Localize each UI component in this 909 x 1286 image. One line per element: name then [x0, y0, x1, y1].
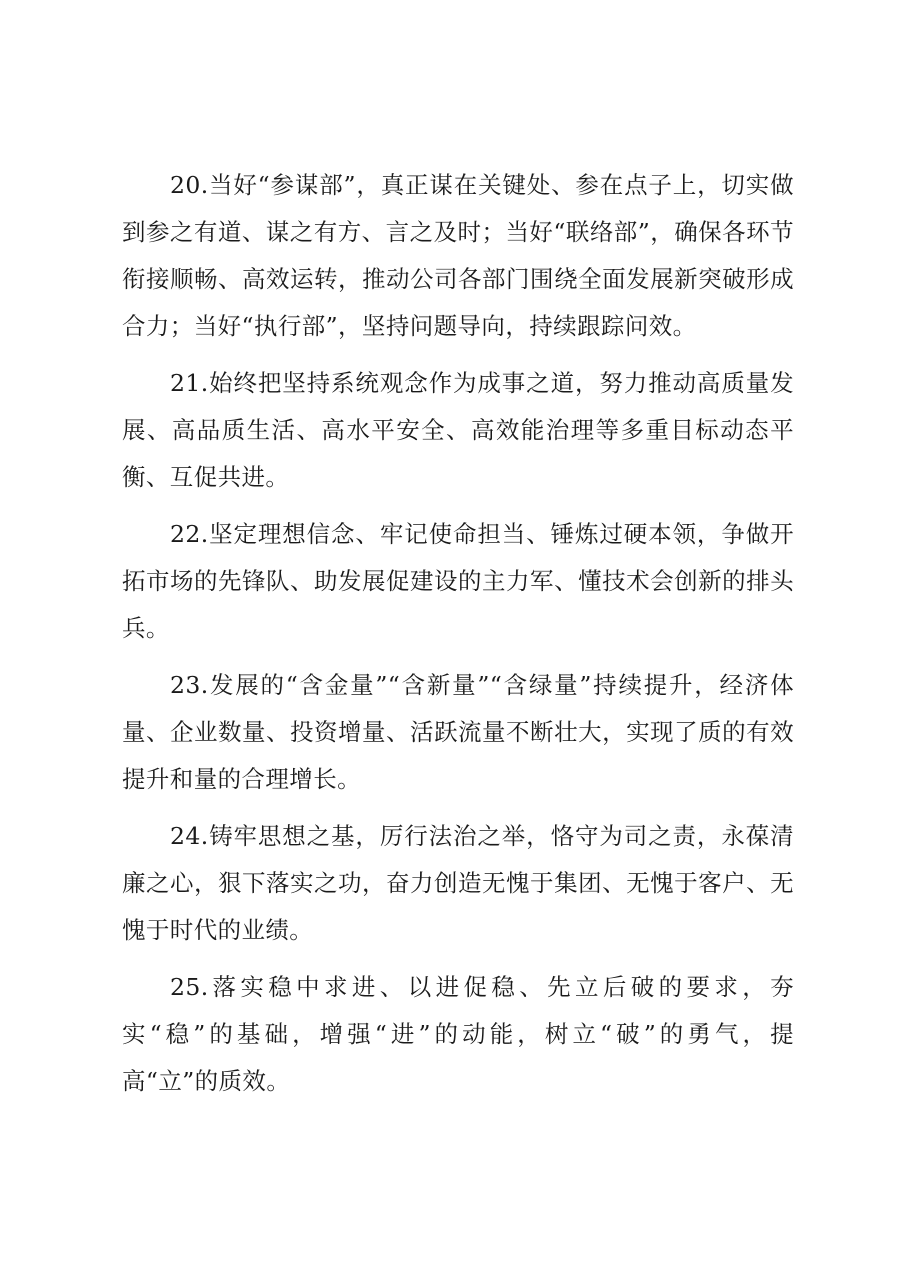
paragraph-22: 22.坚定理想信念、牢记使命担当、锤炼过硬本领，争做开拓市场的先锋队、助发展促建设的主力军、懂技术会创新的排头兵。	[122, 520, 794, 642]
paragraph-24: 24.铸牢思想之基，厉行法治之举，恪守为司之责，永葆清廉之心，狠下落实之功，奋力创造无愧于集团、无愧于客户、无愧于时代的业绩。	[122, 822, 794, 944]
paragraph-23: 23.发展的“含金量”“含新量”“含绿量”持续提升，经济体量、企业数量、投资增量、活跃流量不断壮大，实现了质的有效提升和量的合理增长。	[122, 671, 794, 793]
paragraph-21: 21.始终把坚持系统观念作为成事之道，努力推动高质量发展、高品质生活、高水平安全、高效能治理等多重目标动态平衡、互促共进。	[122, 369, 794, 491]
paragraph-20: 20.当好“参谋部”，真正谋在关键处、参在点子上，切实做到参之有道、谋之有方、言之及时；当好“联络部”，确保各环节衔接顺畅、高效运转，推动公司各部门围绕全面发展新突破形成合力；当好“执行部”，坚持问题导向，持续跟踪问效。	[122, 171, 794, 340]
paragraph-25: 25.落实稳中求进、以进促稳、先立后破的要求，夯实“稳”的基础，增强“进”的动能，树立“破”的勇气，提高“立”的质效。	[122, 973, 794, 1095]
document-body	[122, 162, 794, 1115]
